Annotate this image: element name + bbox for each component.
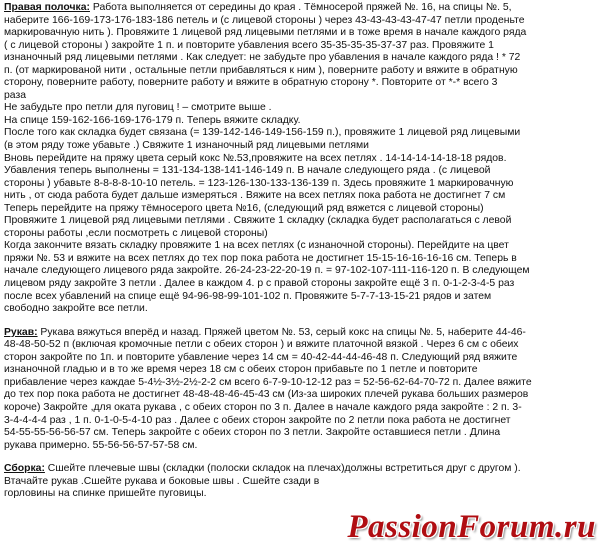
text-line: Вновь перейдите на пряжу цвета серый кокс №.53,провяжите на всех петлях . 14-14-14-14-18-18 рядов.	[4, 152, 507, 164]
pattern-text	[4, 2, 606, 501]
section-title-sleeve: Рукав:	[4, 326, 38, 338]
text-line: Убавления теперь выполнены = 131-134-138-141-146-149 п. В начале следующего ряда . (с лицевой	[4, 165, 491, 177]
section-title-front: Правая полочка:	[4, 2, 90, 13]
text-line: до тех пор пока работа не достигнет 48-48-48-46-45-43 см (Из-за широких плечей рукава больших размеров	[4, 389, 529, 401]
text-line: стороны ) убавьте 8-8-8-8-10-10 петель. = 123-126-130-133-136-139 п. Здесь провяжите 1 маркировачную	[4, 177, 514, 189]
text-line: прибавление через каждае 5-4½-3½-2½-2-2 см всего 6-7-9-10-12-12 раз = 52-56-62-64-70-72 п. Далее вяжите	[4, 376, 532, 388]
text-line: раза	[4, 89, 26, 101]
text-line: Сшейте плечевые швы (складки (полоски складок на плечах)должны встретиться друг с другом ).	[44, 463, 521, 475]
text-line: свободно закройте все петли.	[4, 303, 148, 315]
watermark-logo: PassionForum.ru	[347, 509, 596, 545]
text-line: короче) Закройте ,для оката рукава , с обеих сторон по 3 п. Далее в начале каждого ряда закройте : 2 п. 3-	[4, 401, 522, 413]
section-sleeve	[4, 327, 606, 452]
text-line: после всех убавлений на спице ещё 94-96-98-99-101-102 п. Провяжите 5-7-7-13-15-21 рядов и затем	[4, 290, 492, 302]
text-line: Провяжите 1 лицевой ряд лицевыми петлями . Свяжите 1 складку (складка будет располагаться с левой	[4, 215, 512, 227]
text-line: нить , от сюда работа будет дальше измеряться . Вяжите на всех петлях пока работа не достигнет 7 см	[4, 190, 506, 202]
text-line: После того как складка будет связана (= 139-142-146-149-156-159 п.), провяжите 1 лицевой ряд лицевыми	[4, 127, 521, 139]
text-line: п. (от маркированой нити , остальные петли прибавляться к ним ), поверните работу и вяжите в обратную	[4, 64, 518, 76]
text-line: Не забудьте про петли для пуговиц ! – смотрите выше .	[4, 102, 272, 114]
text-line: Когда закончите вязать складку провяжите 1 на всех петлях (с изнаночной стороны). Перейдите на цвет	[4, 240, 509, 252]
text-line: Теперь перейдите на пряжу тёмносерого цвета №16, (следующий ряд вяжется с лицевой стороны)	[4, 202, 484, 214]
section-front	[4, 2, 606, 316]
text-line: наберите 166-169-173-176-183-186 петель и (с лицевой стороны ) через 43-43-43-43-47-47 петли проденьте	[4, 14, 525, 26]
text-line: Рукава вяжуться вперёд и назад. Пряжей цветом №. 53, серый кокс на спицы №. 5, наберите 44-46-	[37, 326, 526, 338]
text-line: маркировачную нить ). Провяжите 1 лицевой ряд лицевыми петлями и в тоже время в начале каждого ряда	[4, 27, 527, 39]
text-line: изнаночный ряд лицевыми петлями . Как следует: не забудьте про убавления в начале каждого ряда ! * 72	[4, 52, 521, 64]
text-line: горловины на спинке пришейте пуговицы.	[4, 488, 207, 500]
section-gap	[4, 452, 606, 463]
text-line: На спице 159-162-166-169-176-179 п. Теперь вяжите складку.	[4, 114, 301, 126]
section-title-assembly: Сборка:	[4, 463, 45, 475]
text-line: стороны работы ,если посмотреть с лицевой стороны)	[4, 227, 268, 239]
text-line: изнаночной гладью и в то же время через 18 см с обеих сторон прибавьте по 1 петле и повторите	[4, 364, 478, 376]
text-line: лицевом ряду закройте 3 петли . Далее в каждом 4. р с правой стороны закройте ещё 3 п. 0-1-2-3-4-5 раз	[4, 278, 515, 290]
text-line: ( с лицевой стороны ) закройте 1 п. и повторите убавления всего 35-35-35-35-37-37 раз. Провяжите 1	[4, 39, 494, 51]
text-line: начале следующего лицевого ряда закройте. 26-24-23-22-20-19 п. = 97-102-107-111-116-120 п. В следующем	[4, 265, 530, 277]
text-line: 3-4-4-4-4 раз , 1 п. 0-1-0-5-4-10 раз . Далее с обеих сторон закройте по 2 петли пока работа не достигнет	[4, 414, 511, 426]
text-line: сторону, поверните работу, поверните работу и вяжите в обратную сторону *. Повторите от *-* всего 3	[4, 77, 498, 89]
section-gap	[4, 316, 606, 327]
text-line: Работа выполняется от середины до края . Тёмносерой пряжей №. 16, на спицы №. 5,	[89, 2, 512, 13]
section-assembly	[4, 463, 606, 501]
text-line: 54-55-55-56-56-57 см. Теперь закройте с обеих сторон по 3 петли. Закройте оставшиеся петли . Длина	[4, 427, 501, 439]
text-line: Втачайте рукав .Сшейте рукава и боковые швы . Сшейте сзади в	[4, 475, 320, 487]
text-line: сторон закройте по 1п. и повторите убавление через 14 см = 40-42-44-44-46-48 п. Следующий ряд вяжите	[4, 351, 518, 363]
text-line: 48-48-50-52 п (включая кромочные петли с обеих сторон ) и вяжите платочной вязкой . Через 6 см с обеих	[4, 339, 519, 351]
text-line: (в этом ряду тоже убавьте .) Свяжите 1 изнаночный ряд лицевыми петлями	[4, 140, 369, 152]
text-line: рукава примерно. 55-56-56-57-57-58 см.	[4, 439, 198, 451]
text-line: пряжи №. 53 и вяжите на всех петлях до тех пор пока работа не достигнет 15-15-16-16-16-16 см. Теперь в	[4, 252, 517, 264]
